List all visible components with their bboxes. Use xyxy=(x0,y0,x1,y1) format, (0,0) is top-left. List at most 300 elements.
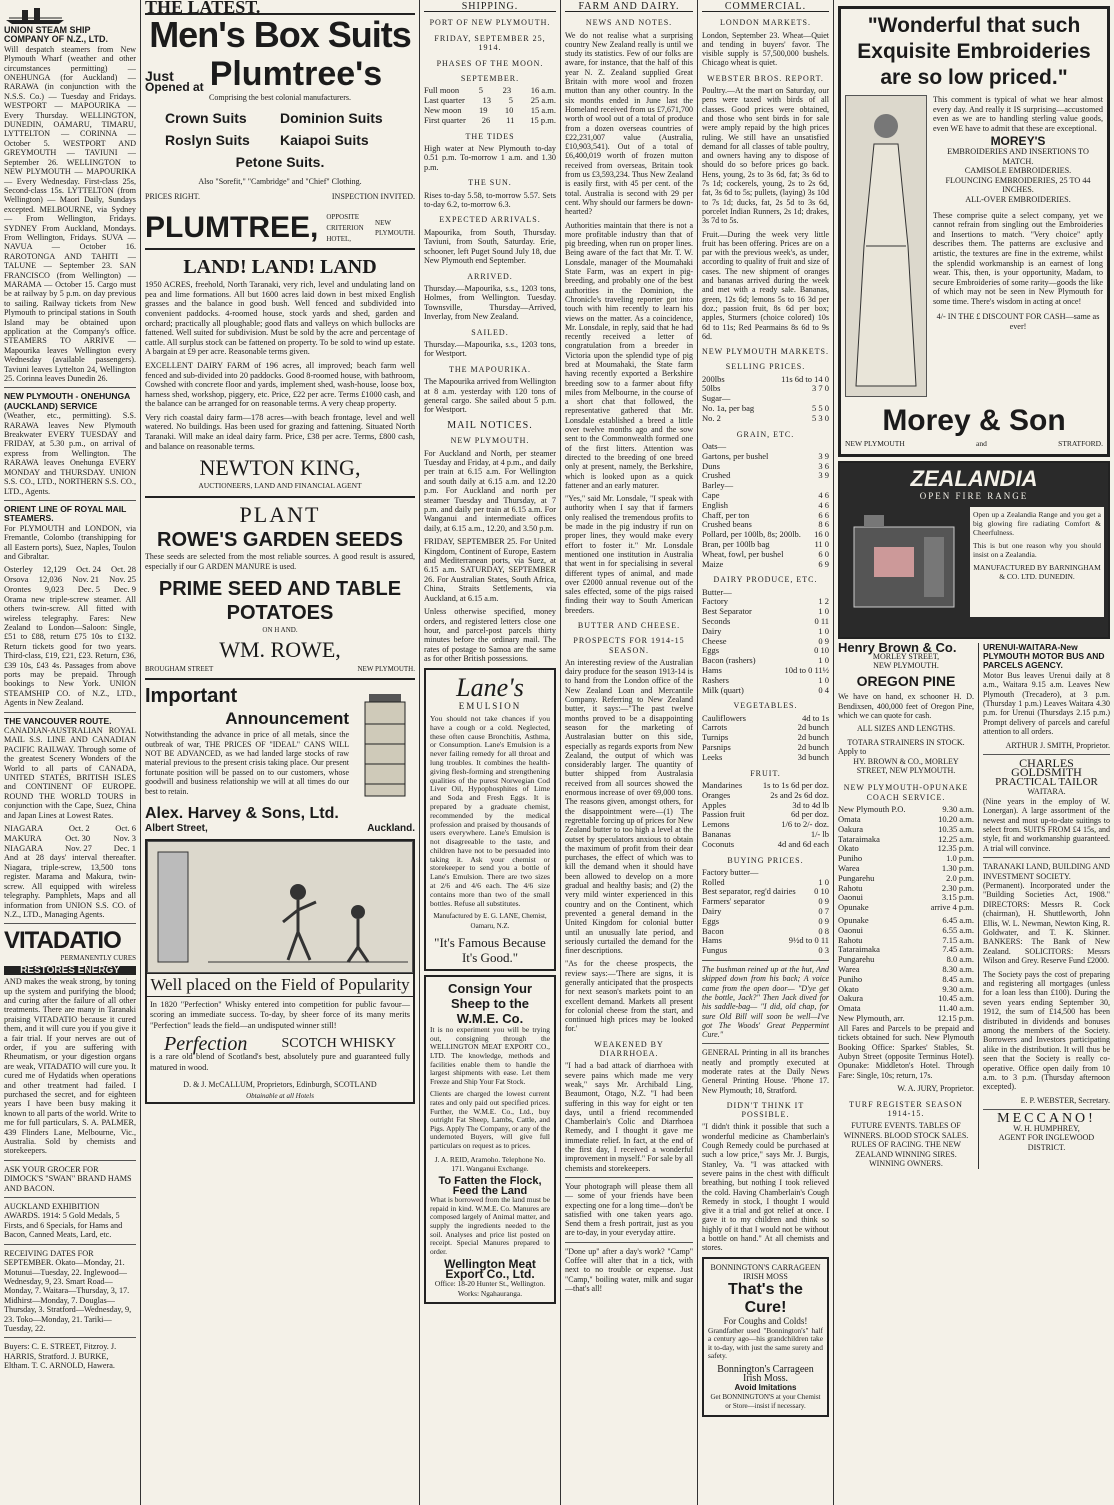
buying-row-cell: 0 3 xyxy=(818,945,829,956)
grain-row-cell: 3 6 xyxy=(818,460,829,471)
grain-row-cell: Wheat, fowl, per bushel xyxy=(702,548,784,559)
vitadatio-banner: RESTORES ENERGY xyxy=(4,966,136,975)
moon-row-cell: 13 xyxy=(482,95,492,106)
perfection-logo xyxy=(147,1032,413,1055)
announcement-title: Announcement xyxy=(225,709,349,729)
on-hand: ON H AND. xyxy=(262,626,298,635)
urenui-text: Motor Bus leaves Urenui daily at 8 a.m., Waitara 9.15 a.m. Leaves New Plymouth (Trecadero), at 3 p.m. (Thursday 1 p.m.) Leaves Waitara 4.30 p.m. for Urenui (Thursdays 2.15 p.m.) Prompt delivery of parcels and careful attention to all orders. xyxy=(983,670,1110,737)
orient-row-cell: 12,036 xyxy=(38,574,63,585)
veg-row-cell: Carrots xyxy=(702,722,728,733)
orient-sailings-table xyxy=(4,565,136,594)
buying-row-cell: 0 10 xyxy=(814,886,829,897)
dairy-row-cell: Hams xyxy=(702,665,722,675)
new-plymouth: NEW PLYMOUTH. xyxy=(357,664,415,673)
dairy-row xyxy=(702,637,829,647)
grain-row xyxy=(702,560,829,570)
usscoy-heading: UNION STEAM SHIP COMPANY OF N.Z., LTD. xyxy=(4,25,108,45)
plumtrees-title: Plumtree's xyxy=(209,54,383,93)
grain-table xyxy=(702,442,829,569)
practical-tailor: PRACTICAL TAILOR xyxy=(995,775,1098,788)
fruit-row-cell: 1s to 1s 6d per doz. xyxy=(762,779,829,790)
selling-row xyxy=(702,414,829,424)
selling-row-cell: Sugar— xyxy=(702,393,731,404)
orient-row-cell: Dec. 5 xyxy=(77,583,100,594)
coach-table xyxy=(838,805,974,913)
selling-row-cell: 200lbs xyxy=(702,373,725,384)
fruit-row-cell: 1/- lb xyxy=(810,828,829,839)
coach-row-cell: 2.30 p.m. xyxy=(941,882,974,893)
vancouver-row-cell: Oct. 2 xyxy=(68,823,90,834)
taranaki-heading: TARANAKI LAND, BUILDING AND INVESTMENT SOCIETY. xyxy=(983,857,1110,881)
morey-body xyxy=(845,95,1103,397)
taranaki-text-2: The Society pays the cost of preparing and registering all mortgages (unless for a loan less than £100). During the seven years ending September 30, 1912, the sum of £14,500 has been distributed in dividends and bonuses among the members of the Society. Borrowers and Investors participating alike in the distribution. It will thus be seen that the Society is really co-operative. Office open daily from 10 a.m. to 3 p.m. (Thursday afternoon excepted). xyxy=(983,969,1110,1092)
coach-row-cell: 10.45 a.m. xyxy=(938,993,974,1004)
coach-row-cell: 2.0 p.m. xyxy=(946,872,974,883)
vancouver-text: CANADIAN-AUSTRALIAN ROYAL MAIL S.S. LINE AND CANADIAN PACIFIC RAILWAY. Through some of the greatest Scenery Wonders of the World to all parts of CANADA, UNITED STATES, BRITISH ISLES and CONTINENT OF EUROPE. ROUND THE WORLD TOURS in conjunction with the Cape, Suez, China and Japan Lines at Lowest Rates. xyxy=(4,726,136,820)
moon-row-cell: Last quarter xyxy=(424,95,465,106)
dairy-row xyxy=(702,617,829,627)
dairy-row-cell: Cheese xyxy=(702,635,727,646)
get-bonnington: Get BONNINGTON'S at your Chemist or Store—insist if necessary. xyxy=(710,1392,821,1411)
lanes-title: Lane's xyxy=(456,672,524,702)
famous-slogan: "It's Famous Because It's Good." xyxy=(434,935,546,966)
zealandia-text: Open up a Zealandia Range and you get a big glowing fire radiating Comfort & Cheerfulness. xyxy=(973,510,1101,538)
onehunga-heading: NEW PLYMOUTH - ONEHUNGA (AUCKLAND) SERVICE xyxy=(4,387,136,411)
grain-row-cell: Duns xyxy=(702,460,720,471)
onehunga-text: (Weather, etc., permitting). S.S. RARAWA leaves New Plymouth Breakwater EVERY TUESDAY and FRIDAY, at 5.30 p.m., on arrival of express from Wellington. The RARAWA leaves Onehunga EVERY MONDAY and THURSDAY. UNION S.S. CO., LTD., NORTHERN S.S. CO., LTD., Agents. xyxy=(4,411,136,496)
coach-row xyxy=(838,1014,974,1024)
buying-row-cell: 1 0 xyxy=(818,876,829,887)
weakened-heading: WEAKENED BY DIARRHOEA. xyxy=(594,1039,664,1059)
moon-row-cell: 11 xyxy=(506,114,515,125)
dairy-row-cell: 1 2 xyxy=(818,596,829,607)
goldsmith: CHARLES GOLDSMITH xyxy=(983,754,1110,778)
coach-row-cell: 10.20 a.m. xyxy=(938,814,974,825)
suit-item: Kaiapoi Suits xyxy=(280,132,369,149)
plant-heading: PLANT xyxy=(145,496,415,528)
fruit-row xyxy=(702,840,829,850)
oregon-text: We have on hand, ex schooner H. D. Bendixsen, 400,000 feet of Oregon Pine, which we can quote for cash. xyxy=(838,692,974,721)
auckland-text: Auckland. xyxy=(367,823,415,835)
orient-heading: ORIENT LINE OF ROYAL MAIL STEAMERS. xyxy=(4,500,136,524)
vancouver-sailings-table xyxy=(4,824,136,853)
coach-row-cell: 6.55 a.m. xyxy=(942,924,974,935)
buying-row-cell: 0 7 xyxy=(818,906,829,917)
announcement-text: Notwithstanding the advance in price of all metals, since the outbreak of war, THE PRICES OF "IDEAL" CANS WILL NOT BE ADVANCED, as we had landed large stocks of raw material previous to the present crisis taking place. Our present fortunate position will be passed on to our customers, whose goodwill and business relationship we will at all times do our best to retain. xyxy=(145,730,349,796)
grain-row-cell: 3 9 xyxy=(818,450,829,461)
zealandia-text-2: This is but one reason why you should insist on a Zealandia. xyxy=(973,541,1101,560)
coach-row-cell: 9.30 a.m. xyxy=(942,983,974,994)
grain-row-cell: Pollard, per 100lb, 8s; 200lb. xyxy=(702,529,801,540)
buying-row-cell: 0 9 xyxy=(818,896,829,907)
turf-text: FUTURE EVENTS. TABLES OF WINNERS. BLOOD STOCK SALES. RULES OF RACING. THE NEW ZEALAND WINNING SIRES. WINNING OWNERS. xyxy=(843,1121,969,1169)
orient-row-cell: 9,023 xyxy=(44,583,64,594)
wmec-address: Office: 18-20 Hunter St., Wellington. Works: Ngahauranga. xyxy=(434,1279,546,1298)
agent: AGENT FOR INGLEWOOD DISTRICT. xyxy=(998,1133,1095,1152)
coach-row-cell: New Plymouth P.O. xyxy=(838,804,906,815)
plumtrees-line xyxy=(145,55,415,93)
expected-heading: EXPECTED ARRIVALS. xyxy=(439,215,541,225)
well-placed: Well placed on the Field of Popularity xyxy=(147,973,413,997)
vitadatio-title: VITADATIO xyxy=(4,927,121,955)
fruit-heading: FRUIT. xyxy=(750,768,781,778)
jury: W. A. JURY, Proprietor. xyxy=(897,1084,974,1094)
suit-item: Dominion Suits xyxy=(280,110,383,127)
coach-row-cell: Pungarehu xyxy=(838,872,875,883)
news-text: We do not realise what a surprising country New Zealand really is until we study its statistics. Few of our folks are aware, for instance, that the half of this year N. Z. Zealand supplied Great Britain with more wool and frozen mutton than any other country. In the six months ended in June last the Homeland received from us £7,671,700 worth of wool out of a total of produce from a dozen overseas countries of £22,231,007 value (Australia, £10,903,541). Out of a total of £6,400,019 worth of frozen mutton received from overseas, Britain took from us £3,593,234. Thus New Zealand is easily first, with 45 per cent. of the total. Australia is second with 29 per cent. Why should our farmers be down-hearted? xyxy=(565,30,693,217)
printing-ad: GENERAL Printing in all its branches neatly and promptly executed at moderate rates at the Daily News General Printing House. 'Phone 17. New Plymouth; 18, Stratford. xyxy=(702,1043,829,1094)
veg-row-cell: 3d bunch xyxy=(797,751,829,762)
photo-ad: Your photograph will please them all — some of your friends have been expecting one for a long time—don't be satisfied with one taken years ago. Send them a fresh portrait, just as you are to-day, in your everyday attire. xyxy=(565,1177,693,1238)
grain-row-cell: Gartons, per bushel xyxy=(702,450,769,461)
discount: 4/- IN THE £ DISCOUNT FOR CASH—same as ever! xyxy=(936,312,1100,332)
sun-heading: THE SUN. xyxy=(468,178,512,188)
moreys-heading: MOREY'S xyxy=(990,134,1046,149)
ship-illustration xyxy=(4,2,136,26)
fruit-table xyxy=(702,781,829,850)
expected-text: Mapourika, from South, Thursday. Taviuni, from South, Saturday. Erie, schooner, left Puget Sound July 18, due New Plymouth end September. xyxy=(424,227,556,266)
buying-row-cell: Eggs xyxy=(702,915,719,926)
comprising: Comprising the best colonial manufacturers. xyxy=(209,92,351,102)
fruit-row-cell: Lemons xyxy=(702,819,730,830)
fruit-row-cell: Coconuts xyxy=(702,838,735,849)
new-plymouth-2: NEW PLYMOUTH. xyxy=(873,661,939,671)
grain-row-cell: 6 9 xyxy=(818,558,829,569)
coach-row-cell: 1.0 p.m. xyxy=(946,853,974,864)
september-heading: SEPTEMBER. xyxy=(460,74,520,84)
consign-text: It is no experiment you will be trying out, consigning through the WELLINGTON MEAT EXPORT CO., LTD. The knowledge, methods and facilities enable them to handle the largest shipments with ease. Let them Freeze and Ship Your Fat Stock. xyxy=(430,1025,550,1086)
emb-item: CAMISOLE EMBROIDERIES. xyxy=(964,166,1072,176)
buying-row-cell: Best separator, reg'd dairies xyxy=(702,886,796,897)
for-coughs: For Coughs and Colds! xyxy=(723,1316,808,1327)
buying-row-cell: Rolled xyxy=(702,876,725,887)
hy-brown: HY. BROWN & CO., MORLEY STREET, NEW PLYMOUTH. xyxy=(853,756,959,776)
dairy-row xyxy=(702,686,829,696)
sailed-heading: SAILED. xyxy=(471,327,509,337)
albert-street: Albert Street, xyxy=(145,823,208,835)
veg-row-cell: Cauliflowers xyxy=(702,712,746,723)
emb-item: FLOUNCING EMBROIDERIES, 25 TO 44 INCHES. xyxy=(945,175,1091,195)
obtainable: Obtainable at all Hotels xyxy=(246,1091,314,1100)
mail-text-3: Unless otherwise specified, money orders, and registered letters close one hour, and parcel-post parcels thirty minutes before the ordinary mail. The rates of postage to Samoa are the same as for other British possessions. xyxy=(424,607,556,664)
coach-row-cell: Oakura xyxy=(838,823,864,834)
coach-row-cell: 7.15 a.m. xyxy=(942,934,974,945)
weakened-text: "I had a bad attack of diarrhoea with severe pains which made me very weak," says Mr. Archibald Ling, Beaumont, Otago, N.Z. "I had been suffering in this way for eight or ten days, until a friend recommended Chamberlain's Colic and Diarrhoea Remedy, and I thought it gave me immediate relief. In fact, at the end of the first day, I received a wonderful improvement in myself." For sale by all chemists and storekeepers. xyxy=(565,1061,693,1173)
prospects-heading: PROSPECTS FOR 1914-15 SEASON. xyxy=(573,636,685,655)
selling-heading: SELLING PRICES. xyxy=(725,362,806,372)
selling-row-cell: No. 2 xyxy=(702,412,721,423)
orient-row-cell: Oct. 28 xyxy=(110,564,136,575)
selling-row-cell: 50lbs xyxy=(702,383,721,394)
important-title: Important xyxy=(145,685,238,708)
sailed-text: Thursday.—Mapourika, s.s., 1203 tons, for Westport. xyxy=(424,339,556,359)
selling-row xyxy=(702,404,829,414)
suit-item: Petone Suits. xyxy=(235,154,325,171)
perfection-whisky-ad xyxy=(145,839,415,1104)
fruit-row-cell: Oranges xyxy=(702,789,731,800)
grain-row-cell: Chaff, per ton xyxy=(702,509,750,520)
buying-row-cell: Dairy xyxy=(702,906,722,917)
morey-ad xyxy=(838,6,1110,457)
totara: TOTARA STRAINERS IN STOCK. xyxy=(847,737,965,747)
also-clothing: Also "Sorefit," "Cambridge" and "Chief" Clothing. xyxy=(198,177,362,187)
commercial-header: COMMERCIAL. xyxy=(702,2,829,12)
moon-row-cell: 26 xyxy=(481,114,491,125)
perfection-script: Perfection xyxy=(164,1032,248,1055)
date-line: FRIDAY, SEPTEMBER 25, 1914. xyxy=(434,33,546,53)
buying-row-cell: 9½d to 0 11 xyxy=(788,935,829,946)
coach-row-cell: 1.30 p.m. xyxy=(941,863,974,874)
coach-row-cell: Oakura xyxy=(838,993,864,1004)
news-heading: NEWS AND NOTES. xyxy=(585,18,673,28)
grain-row-cell: 3 9 xyxy=(818,470,829,481)
vancouver-row-cell: NIAGARA xyxy=(4,823,44,834)
buying-heading: BUYING PRICES. xyxy=(727,855,804,865)
moon-row-cell: New moon xyxy=(424,105,462,116)
coach-row-cell: New Plymouth, arr. xyxy=(838,1013,905,1024)
dairy-row-cell: Bacon (rashers) xyxy=(702,655,756,666)
wm-rowe: WM. ROWE, xyxy=(219,636,341,662)
veg-row-cell: 2d bunch xyxy=(797,722,829,733)
inspection-invited: INSPECTION INVITED. xyxy=(331,191,415,201)
coach-row-cell: Rahotu xyxy=(838,882,863,893)
suit-item: Crown Suits xyxy=(165,110,247,127)
buying-row-cell: Farmers' separator xyxy=(702,896,765,907)
grain-row-cell: Oats— xyxy=(702,440,727,451)
column-shipping xyxy=(420,0,560,1505)
coach-row-cell: 6.45 a.m. xyxy=(942,915,974,926)
webster-text-2: Fruit.—During the week very little fruit has been offering. Prices are on a par with the previous week's, as under, according to quality of fruit and size of cases. The new shipment of oranges and bananas arrived during the week and met with a ready sale. Bananas, green, 12s 6d; lemons 5s to 16 3d per doz.; passion fruit, 8s 6d per box; apples, Sturmers (choice colored) 10s 6d to 11s; Red Pearmains 8s 6d to 9s 6d. xyxy=(702,229,829,341)
webster-heading: WEBSTER BROS. REPORT. xyxy=(707,73,824,83)
moon-row-cell: 5 xyxy=(478,85,484,96)
coach-row-cell: 8.45 a.m. xyxy=(942,973,974,984)
farm-header: FARM AND DAIRY. xyxy=(565,2,693,12)
coach-row-cell: Puniho xyxy=(838,853,863,864)
exhibition-ad: AUCKLAND EXHIBITION AWARDS. 1914: 5 Gold Medals, 5 Firsts, and 6 Specials, for Hams and Bacon, Canned Meats, Lard, etc. xyxy=(4,1197,136,1240)
dairy-row-cell: Best Separator xyxy=(702,606,752,617)
usscoy-text: Will despatch steamers from New Plymouth Wharf (weather and other circumstances permitting) — ONEHUNGA (for Auckland) — RARAWA (in conjunction with the N.S.S. Co.) — Tuesday and Fridays. WESTPORT — MAPOURIKA — Every Thursday. WELLINGTON, DUNEDIN, OAMARU, TIMARU, LYTTELTON — CORINNA — October 5. WESTPORT AND GREYMOUTH — TAVIUNI — September 26. WELLINGTON to NEW PLYMOUTH — MAPOURIKA — Every Wednesday. First-class 25s, Second-class 15s. LYTTELTON (from Wellington) — Maori Daily, Sundays excepted. MELBOURNE, via Sydney — From Wellington, Fridays. SYDNEY From Auckland, Mondays. From Wellington, Fridays. SUVA — NAVUA — October 16. RAROTONGA AND TAHITI — TALUNE — September 23. SAN FRANCISCO (from Wellington) — MARAMA — October 15. Cargo must be at railway by 5 p.m. on day previous to sailing. Railway tickets from New Plymouth to principal stations in South Island may be obtained upon application at the Company's office. STEAMERS TO ARRIVE — Mapourika leaves Wellington every Wednesday (available passengers). Taviuni leaves Lyttelton 24, Wellington 25. Corinna leaves Dunedin 26. xyxy=(4,44,136,384)
peppermint-poem: The bushman reined up at the hut, And skipped down from his back; A voice came from the open door— "D'ye get the bottle, Jack?" Then Jack dived for his saddle-bag— "I did, old chap, for sure Old Bill will soon be well—I've got The Woods' Great Peppermint Cure." xyxy=(702,960,829,1039)
emb-item: ALL-OVER EMBROIDERIES. xyxy=(965,194,1071,204)
vancouver-row-cell: Nov. 3 xyxy=(113,832,136,843)
dairy-row-cell: Milk (quart) xyxy=(702,684,744,695)
receiving-dates: RECEIVING DATES FOR SEPTEMBER. Okato—Monday, 21. Motunui—Tuesday, 22. Inglewood—Wednesday, 9, 23. Smart Road—Monday, 7. Waitara—Thursday, 3, 17. Midhirst—Monday, 7. Douglas—Thursday, 3. Stratford—Wednesday, 9, 23. Toko—Monday, 21. Tariki—Tuesday, 22. xyxy=(4,1244,136,1334)
mail-text: For Auckland and North, per steamer Tuesday and Friday, at 4 p.m., and daily per train at 6.15 a.m. For Wellington and south daily at 6.15 a.m. and 12.20 p.m. For Auckland and north per steamer Tuesday and Thursday, at 7 p.m. and daily per train at 6.15 a.m. For Wanganui and intermediate offices daily, at 6.15 a.m., 12.20, and 3.50 p.m. xyxy=(424,448,556,533)
dairy-row-cell: Butter— xyxy=(702,586,732,597)
prime-seed: PRIME SEED AND TABLE POTATOES xyxy=(158,578,402,625)
coach-row-cell: Pungarehu xyxy=(838,954,875,965)
coach-row-cell: 3.15 p.m. xyxy=(941,892,974,903)
plumtree-name: PLUMTREE, xyxy=(145,210,319,244)
orient-row-cell: Nov. 25 xyxy=(109,574,136,585)
column-shipping-ads xyxy=(0,0,140,1505)
veg-heading: VEGETABLES. xyxy=(733,701,798,711)
morey-son: Morey & Son xyxy=(882,404,1066,437)
lower-ads xyxy=(838,639,1110,1169)
consign-title: Consign Your Sheep to the W.M.E. Co. xyxy=(447,981,533,1027)
coach-row-cell: 12.15 p.m. xyxy=(937,1013,974,1024)
camp-coffee-ad: "Done up" after a day's work? "Camp" Coffee will alter that in a tick, with next to no trouble or expense. Just "Camp," boiling water, milk and sugar—that's all! xyxy=(565,1242,693,1293)
bonnington-text: Grandfather used "Bonnington's" half a century ago—his grandchildren take it to-day, with just the same surety and safety. xyxy=(708,1325,823,1361)
fruit-row-cell: 3d to 4d lb xyxy=(792,799,829,810)
emulsion-title: EMULSION xyxy=(458,700,522,711)
grain-row-cell: 4 6 xyxy=(818,489,829,500)
grain-heading: GRAIN, ETC. xyxy=(736,429,795,439)
waitara: WAITARA. xyxy=(1027,787,1066,797)
open-fire-range: OPEN FIRE RANGE xyxy=(919,490,1029,501)
column-ads xyxy=(141,0,419,1505)
news-text-3: "Yes," said Mr. Lonsdale, "I speak with authority when I say that if farmers only realised the tremendous profits to be made in the pig industry if run on proper lines, they would make every effort to foster it." Mr. Lonsdale mentioned one institution in Australia that went in for specialising in several different types of animal, and made over £2000 annual revenue out of the sales effected, some of the pigs raised finding their way to South American breeders. xyxy=(565,494,693,615)
buying-row-cell: Fungus xyxy=(702,945,728,956)
taranaki-text: (Permanent). Incorporated under the "Building Societies Act, 1908." DIRECTORS: Messrs R. Cock (chairman), H. Shuttleworth, John Ellis, W. L. Newman, Newton King, R. Goldwater, and T. K. Skinner. BANKERS: The Bank of New Zealand. SOLICITORS: Messrs Wilson and Grey. Reserve Fund £2000. xyxy=(983,880,1110,966)
selling-row-cell: No. 1a, per bag xyxy=(702,403,755,414)
buying-row xyxy=(702,897,829,907)
butter-text: An interesting review of the Australian dairy produce for the season 1913-14 is to hand from the London office of the New Zealand Loan and Mercantile Company. Referring to New Zealand butter, it says:—"The past twelve months proved to be a disappointing season for the marketing of Australasian butter on this side, especially as regards exports from New Zealand, the output of which was considerably larger. The quantity of butter shipped from Australasia received from all sources showed the enormous increase of over 69,000 tons. The reasons given, amongst others, for the disappointment were—(1) The regrettable forcing up of prices for New Zealand butter to too high a level at the outset by speculators anxious to obtain the maximum of profit from their dear purchases, the effect of which was to kill the demand when it should have been allowed to develop on a more gradual and healthy basis; and (2) the very mild winter experienced in this country and on the Continent, which prevented a general demand in the United Kingdom for colonial butter until an unusually late period, and seriously curtailed the demand for the finer descriptions. xyxy=(565,657,693,956)
grain-row-cell: 11 0 xyxy=(814,538,829,549)
column-ads-right xyxy=(834,0,1114,1505)
dairy-row-cell: 0 11 xyxy=(814,616,829,627)
land-text: 1950 ACRES, freehold, North Taranaki, very rich, level and undulating land on pea and lime formations. All but 1600 acres laid down in best mixed English grasses and the balance in good bush. Well fenced and subdivided into convenient paddocks. 4-roomed house, stock yards and shed, garden and orchard; practically all ploughable; good flats and valleys on which bullocks are fattened. Well suited for subdivision. Must be sold by the acre and percentage of cattle. All surplus stock can be fattened on property. To be sold to wind up estate. A bargain at £9 per acre. Reasonable terms given. xyxy=(145,280,415,357)
vancouver-row-cell: MAKURA xyxy=(4,832,42,843)
coach-row-cell: Warea xyxy=(838,863,860,874)
grain-row-cell: English xyxy=(702,499,728,510)
webster-text: Poultry.—At the mart on Saturday, our pens were taxed with birds of all classes. Good prices were obtained, and those who sent birds in for sale were amply repaid by the high prices ruling. We still have an unsatisfied demand for all classes of table poultry, and owners having any to dispose of should do so before prices go back. Hens, young, 2s to 3s 6d, fat; 3s 6d to 7s 1d; cockerels, young, 2s to 2s 6d, fat, 3s 6d to 5s; pullets, (laying) 3s 10d to 7s 1d; ducks, fat, 2s 5d to 3s 6d, porcelet Indian Runners, 2s 1d; drakes, 3s 7d to 5s. xyxy=(702,86,829,226)
buying-row-cell: Factory butter— xyxy=(702,866,759,877)
coach-row-cell: arrive 4 p.m. xyxy=(930,902,974,913)
mapourika-heading: THE MAPOURIKA. xyxy=(449,364,531,374)
orient-row-cell: Dec. 9 xyxy=(113,583,136,594)
tides-heading: THE TIDES xyxy=(465,131,515,141)
opened-text: Opened at xyxy=(145,80,204,94)
orient-text: For PLYMOUTH and LONDON, via Fremantle, Colombo (transhipping for all Eastern ports), Suez, Naples, Toulon and Gibraltar. xyxy=(4,523,136,561)
football-illustration xyxy=(147,841,413,973)
morley-street: MORLEY STREET, xyxy=(872,652,940,661)
thats-the-cure: That's the Cure! xyxy=(728,1281,803,1317)
moon-row-cell: 15 p.m. xyxy=(530,114,556,125)
selling-row-cell: 11s 6d to 14 0 xyxy=(781,373,829,384)
selling-table xyxy=(702,375,829,424)
coach-row-cell: Rahotu xyxy=(838,934,863,945)
coach-row-cell: Tataraimaka xyxy=(838,944,880,955)
coach-row-cell: 8.30 a.m. xyxy=(942,964,974,975)
coach-row-cell: Okato xyxy=(838,843,859,854)
moreys-text: These comprise quite a select company, yet we cannot refrain from singling out the Embroideries and Insertions to match. "Very choice" aptly describes them. The patterns are exclusive and artistic, the textures are fine in the extreme, whilst the splendid workmanship is an earnest of long wear. This, then, is your opportunity, Madam, to secure Embroideries of some rarity—goods the like of which may not be seen in New Plymouth for some time. There's wisdom in acting at once! xyxy=(933,210,1103,306)
dairy-heading: DAIRY PRODUCE, ETC. xyxy=(713,575,818,585)
np-heading: NEW PLYMOUTH. xyxy=(450,436,530,446)
henry-brown: Henry Brown & Co. xyxy=(838,639,957,655)
prices-row xyxy=(145,192,415,203)
moon-row-cell: 15 a.m. xyxy=(530,105,556,116)
new-plymouth: NEW PLYMOUTH. xyxy=(375,218,415,238)
mapourika-text: The Mapourika arrived from Wellington at 8 a.m. yesterday with 120 tons of general cargo. She sailed about 5 p.m. for Westport. xyxy=(424,377,556,415)
grain-row-cell: Maize xyxy=(702,558,724,569)
veg-row-cell: Leeks xyxy=(702,751,723,762)
grain-row xyxy=(702,452,829,462)
dairy-row-cell: 1 0 xyxy=(818,606,829,617)
grain-row-cell: 6 6 xyxy=(818,509,829,520)
grain-row-cell: Crushed beans xyxy=(702,519,752,530)
selling-row-cell: 5 3 0 xyxy=(812,412,829,423)
mens-box-suits: Men's Box Suits xyxy=(149,13,411,55)
moon-row-cell: 25 a.m. xyxy=(530,95,556,106)
consign-text-2: Clients are charged the lowest current rates and only paid out specified prices. Further, the W.M.E. Co., Ltd., buy outright Fat Sheep, Lambs, Cattle, and Pigs. Apply The Company, or any of the undernoted Buyers, will give full particulars on request as to prices. xyxy=(430,1089,550,1150)
veg-row-cell: 2d bunch xyxy=(797,742,829,753)
coach-row-cell: 9.30 a.m. xyxy=(942,804,974,815)
bonnington-label: BONNINGTON'S CARRAGEEN IRISH MOSS xyxy=(710,1262,821,1281)
fatten-text: What is borrowed from the land must be repaid in kind. W.M.E. Co. Manures are composed largely of Animal matter, and supply the ingredients needed to the soil. Analyses and price list posted on receipt. Special Manures prepared to order. xyxy=(430,1195,550,1256)
coach-row-cell: 11.40 a.m. xyxy=(938,1003,974,1014)
veg-row xyxy=(702,753,829,763)
selling-row xyxy=(702,375,829,385)
dairy-row-cell: 0 4 xyxy=(818,684,829,695)
lanes-mfr: Manufactured by E. G. LANE, Chemist, Oamaru, N.Z. xyxy=(433,912,547,930)
orient-text-2: Orama new triple-screw steamer. All others twin-screw. All fitted with wireless telegraphy. Fares: New Zealand to London—Saloon: Single, £51 to £88, return £75 10s to £132. Return tickets good for two years. Third-class, £19, £21, £23. Return, £36, £39 10s, £43 4s. Passages from above ports may be prepaid. Through bookings to New York. UNION STEAMSHIP CO. of N.Z., LTD., Agents in New Zealand. xyxy=(4,594,136,708)
dairy-row-cell: 0 9 xyxy=(818,635,829,646)
steamship-icon xyxy=(4,2,74,24)
arrived-heading: ARRIVED. xyxy=(467,271,513,281)
orient-row-cell: Orsova xyxy=(4,574,29,585)
fruit-row-cell: Bananas xyxy=(702,828,731,839)
lanes-emulsion-ad xyxy=(424,668,556,972)
vitadatio-text: AND makes the weak strong, by toning up the system and purifying the blood; and curing after the failure of all other treatments. There are many in Taranaki praising VITADATIO because it cured them, and it will cure you if you give it a fair trial. If your nerves are out of order, if you are suffering with Rheumatism, or your digestion organs are weak, VITADATIO will cure you. It cured me of Hydatids when operations and other treatment had failed. I purchased the secret, and for eighteen years I have been busy making it known to all parts of the world. Write to me for full particulars, S. A. PALMER, 439 Flinders Lane, Melbourne, Vic., Australia. Sold by chemists and storekeepers. xyxy=(4,977,136,1156)
moon-row xyxy=(424,116,556,126)
coach-row-cell: Puniho xyxy=(838,973,863,984)
coach-row-cell: Okato xyxy=(838,983,859,994)
mail-heading: MAIL NOTICES. xyxy=(447,419,533,431)
fruit-row-cell: 1/6 to 2/- doz. xyxy=(781,819,829,830)
fruit-row-cell: 6d per doz. xyxy=(790,809,829,820)
dairy-row-cell: Eggs xyxy=(702,645,719,656)
coach-heading: NEW PLYMOUTH-OPUNAKE COACH SERVICE. xyxy=(843,783,969,802)
grain-row-cell: 16 0 xyxy=(814,529,829,540)
apply-to: Apply to xyxy=(838,747,867,757)
vancouver-row xyxy=(4,844,136,854)
dairy-row-cell: 1 0 xyxy=(818,625,829,636)
veg-row-cell: Parsnips xyxy=(702,742,731,753)
coach-table-return xyxy=(838,916,974,1024)
coach-row-cell: Tataraimaka xyxy=(838,833,880,844)
new-plymouth: NEW PLYMOUTH xyxy=(845,439,905,448)
coach-row-cell: 12.35 p.m. xyxy=(937,843,974,854)
wonderful-text: This comment is typical of what we hear almost every day. And really it IS surprising—accustomed even as we are to handling sterling value goods, even WE have to admit that these are exceptional. xyxy=(933,95,1103,133)
coach-row-cell: Omata xyxy=(838,814,861,825)
buying-row xyxy=(702,907,829,917)
vancouver-row-cell: Dec. 1 xyxy=(113,842,136,853)
fruit-row-cell: Passion fruit xyxy=(702,809,745,820)
reid-contact: J. A. REID, Aramoho. Telephone No. 171. Wanganui Exchange. xyxy=(434,1154,546,1173)
barningham: MANUFACTURED BY BARNINGHAM & CO. LTD. DUNEDIN. xyxy=(973,563,1101,582)
buying-row-cell: Bacon xyxy=(702,925,724,936)
grain-row-cell: Bran, per 100lb bag xyxy=(702,538,770,549)
bonnington-ad xyxy=(702,1257,829,1418)
vancouver-text-2: And at 28 days' interval thereafter. Niagara, triple-screw, 13,500 tons register. Marama and Makura, twin-screw. All equipped with wireless telegraphy. Pamphlets, Maps and all information from UNION S.S. CO. of N.Z., LTD., Managing Agents. xyxy=(4,853,136,919)
fruit-row-cell: Mandarines xyxy=(702,779,743,790)
orient-row-cell: Nov. 21 xyxy=(72,574,100,585)
moon-row-cell: Full moon xyxy=(424,85,460,96)
the-latest: THE LATEST. xyxy=(145,2,415,15)
newton-king: NEWTON KING, xyxy=(199,455,361,481)
opposite-criterion: OPPOSITE CRITERION HOTEL, xyxy=(326,213,364,243)
important-announcement xyxy=(145,678,415,804)
orient-row xyxy=(4,585,136,595)
veg-row-cell: 2d bunch xyxy=(797,732,829,743)
urenui-heading: URENUI-WAITARA-New PLYMOUTH MOTOR BUS AND PARCELS AGENCY. xyxy=(983,641,1105,671)
turf-heading: TURF REGISTER SEASON 1914-15. xyxy=(849,1099,963,1119)
grocer-ad: ASK YOUR GROCER FOR DIMOCK'S "SWAN" BRAND HAMS AND BACON. xyxy=(4,1160,136,1193)
didnt-think-text: "I didn't think it possible that such a wonderful medicine as Chamberlain's Cough Remedy could be purchased at such a low price," says Mr. J. Burgis, Stanley, Va. "I was attacked with severe pains in the chest with difficult breathing, but nothing I took relieved the cold. Having Chamberlain's Cough Remedy in stock, I thought I would give it a trial and got relief at once. I gave it to my children and think so highly of it that I would not be without a bottle on hand." At all chemists and stores. xyxy=(702,1122,829,1253)
seeds-text: These seeds are selected from the most reliable sources. A good result is assured, especially if our G ARDEN MANURE is used. xyxy=(145,551,415,572)
rowes-seeds: ROWE'S GARDEN SEEDS xyxy=(157,528,403,551)
